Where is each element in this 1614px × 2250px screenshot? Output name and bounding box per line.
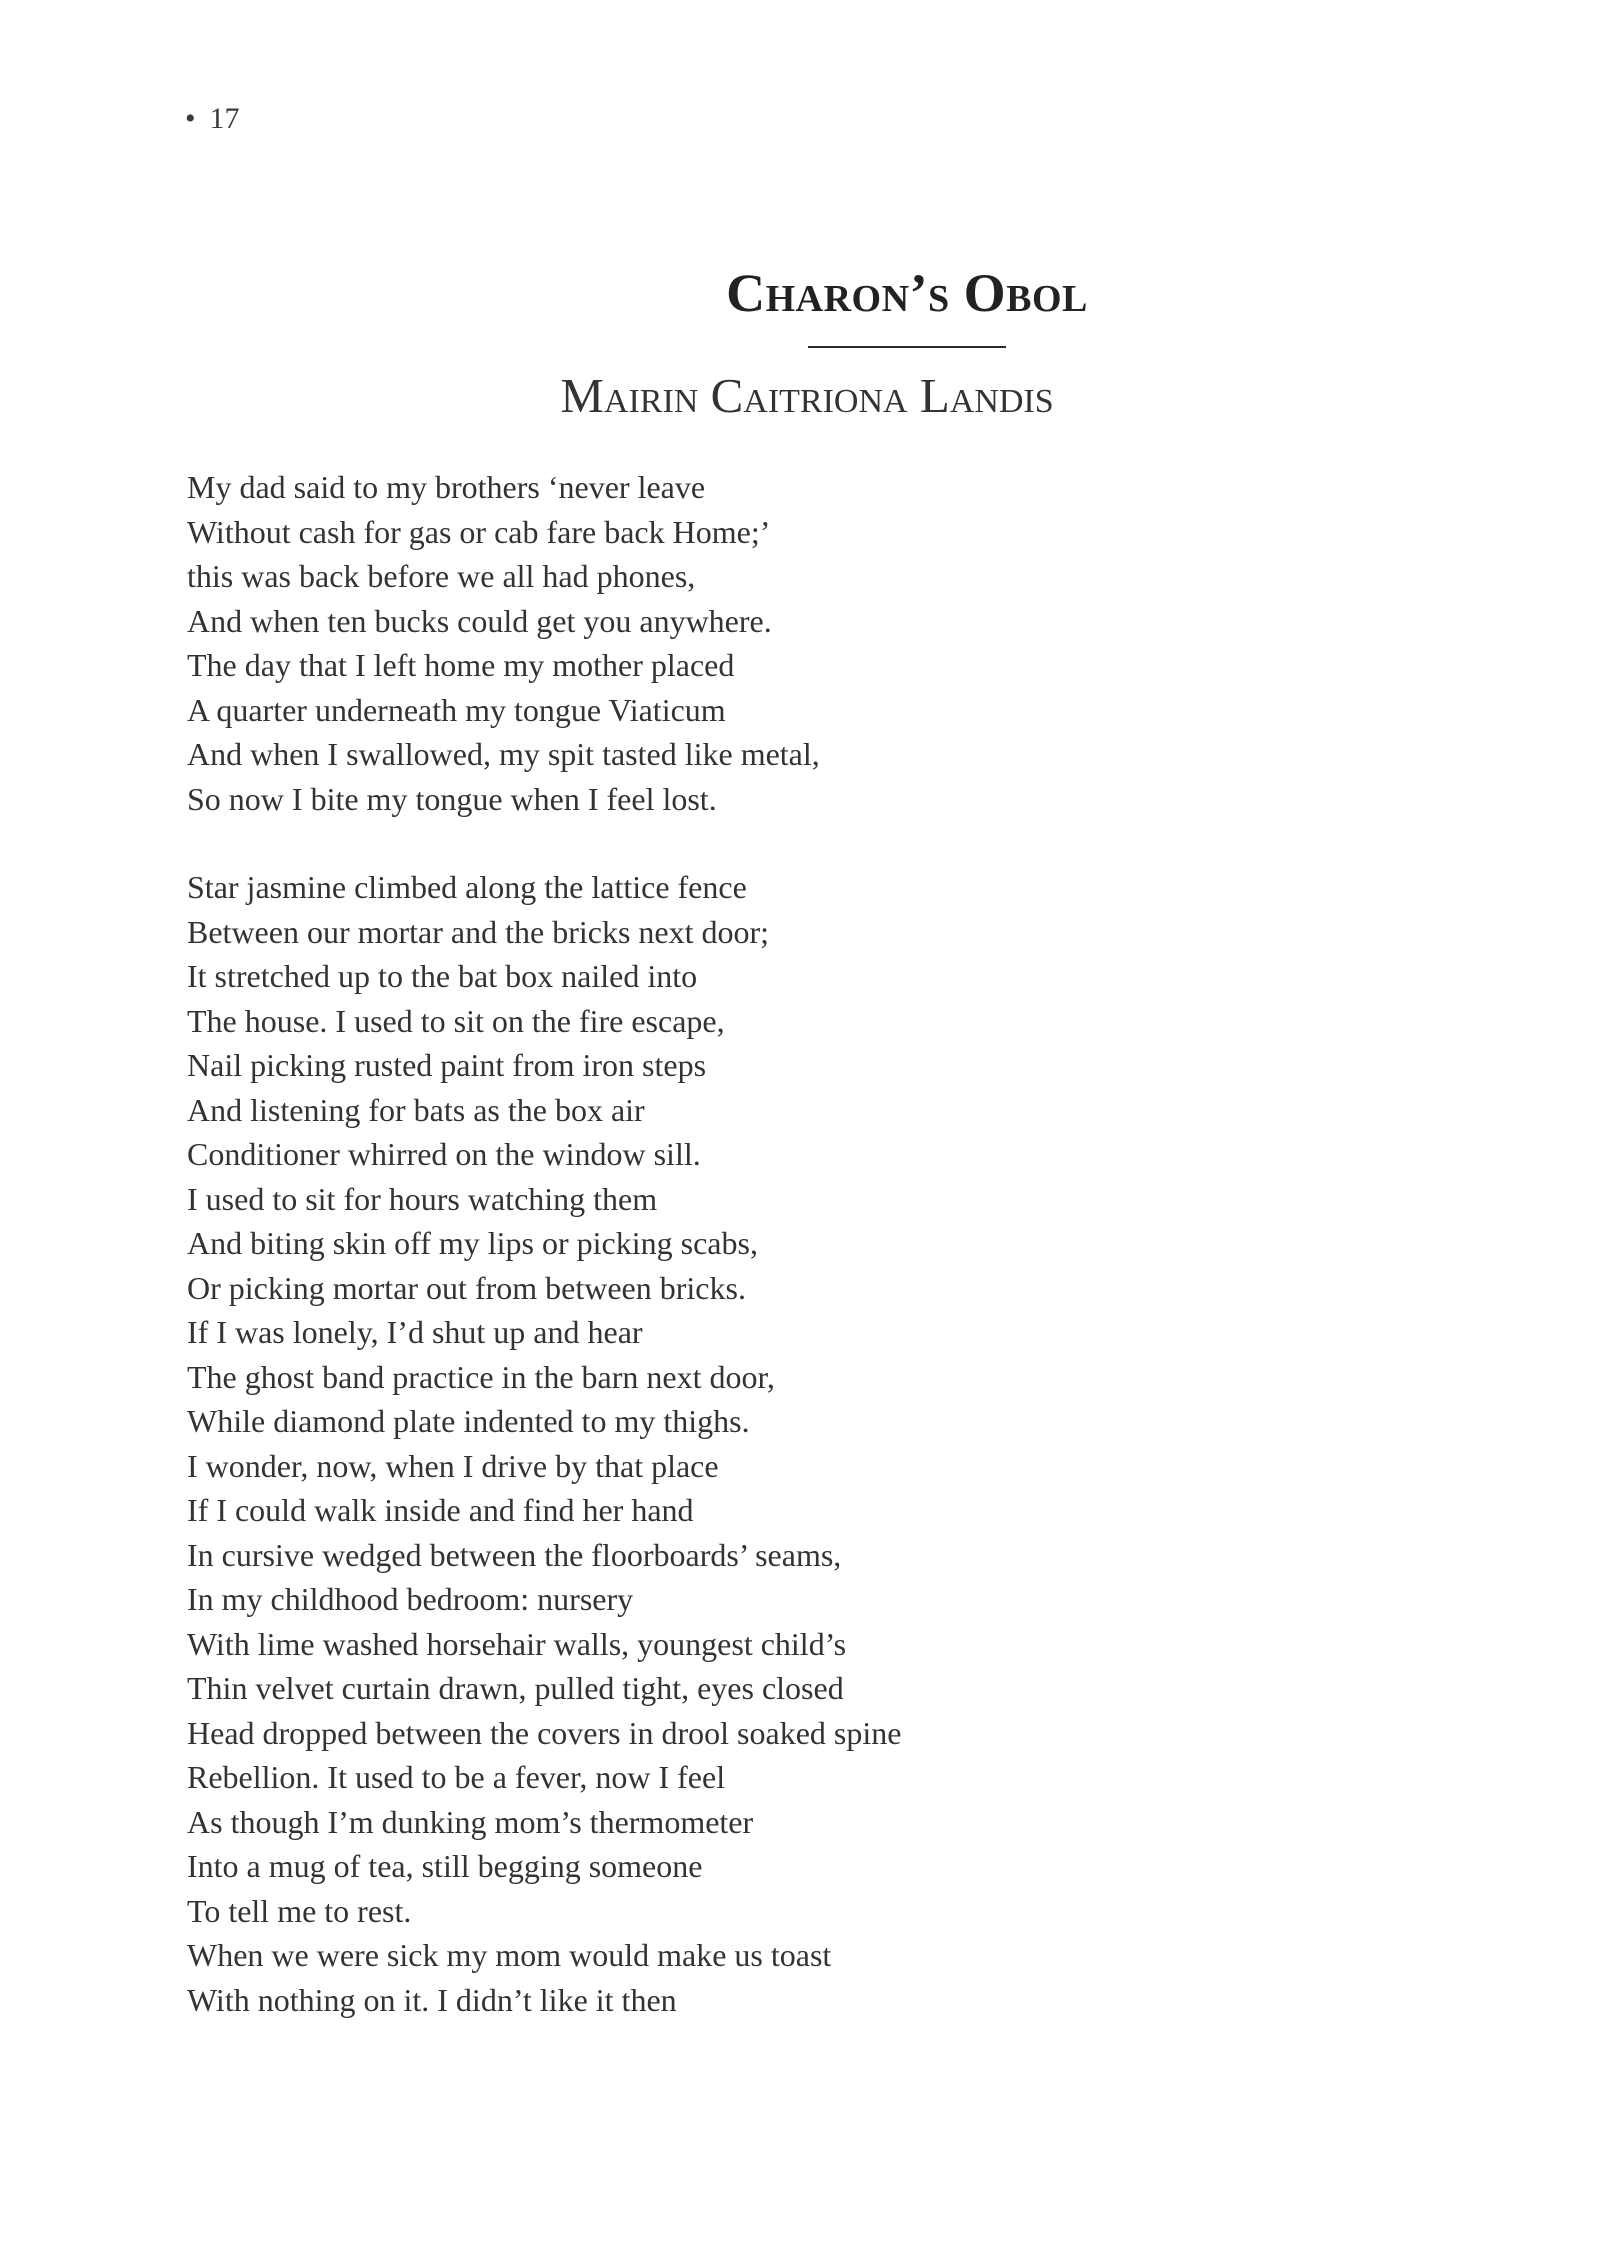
poem-stanza [187, 865, 1487, 2022]
poem-line: I used to sit for hours watching them [187, 1180, 658, 1217]
poem-line: The ghost band practice in the barn next door, [187, 1358, 775, 1395]
page-number [185, 102, 240, 136]
poem-line: With nothing on it. I didn’t like it then [187, 1981, 677, 2018]
poem-line: this was back before we all had phones, [187, 558, 696, 594]
poem-line: While diamond plate indented to my thighs. [187, 1403, 750, 1439]
poem-line: A quarter underneath my tongue Viaticum [187, 691, 726, 728]
poem-stanza [187, 465, 1487, 821]
poem-line: Head dropped between the covers in drool soaked spine [187, 1714, 902, 1751]
poem-line: And when ten bucks could get you anywhere. [187, 602, 772, 639]
poem-line: As though I’m dunking mom’s thermometer [187, 1803, 754, 1840]
poem-line: If I was lonely, I’d shut up and hear [187, 1314, 643, 1350]
poem-line: Conditioner whirred on the window sill. [187, 1136, 701, 1172]
poem-line: And listening for bats as the box air [187, 1091, 645, 1128]
poem-line: In my childhood bedroom: nursery [187, 1581, 634, 1617]
poem-line: The house. I used to sit on the fire escape, [187, 1002, 725, 1039]
page-number-value: 17 [209, 102, 240, 135]
poem-line: And when I swallowed, my spit tasted like metal, [187, 736, 820, 772]
poem-line: In cursive wedged between the floorboards’ seams, [187, 1536, 842, 1573]
title-divider [808, 346, 1006, 348]
page-number-bullet: • [185, 102, 196, 135]
poem-line: To tell me to rest. [187, 1892, 412, 1929]
poem-line: When we were sick my mom would make us toast [187, 1937, 832, 1973]
poem-line: The day that I left home my mother placed [187, 647, 735, 683]
poem-line: Thin velvet curtain drawn, pulled tight, eyes closed [187, 1670, 844, 1706]
poem-line: With lime washed horsehair walls, youngest child’s [187, 1625, 847, 1662]
poem-author: Mairin Caitriona Landis [560, 368, 1054, 423]
poem-line: If I could walk inside and find her hand [187, 1492, 694, 1528]
poem-line: Into a mug of tea, still begging someone [187, 1848, 703, 1884]
poem-line: And biting skin off my lips or picking scabs, [187, 1225, 758, 1261]
poem-line: My dad said to my brothers ‘never leave [187, 469, 706, 505]
poem-line: I wonder, now, when I drive by that place [187, 1447, 719, 1484]
poem-line: So now I bite my tongue when I feel lost. [187, 780, 717, 817]
poem-line: Or picking mortar out from between bricks. [187, 1269, 746, 1306]
poem-title: Charon’s Obol [726, 263, 1088, 323]
poem-line: Rebellion. It used to be a fever, now I feel [187, 1759, 726, 1795]
poem-line: Star jasmine climbed along the lattice fence [187, 869, 747, 905]
poem-body [187, 465, 1487, 2022]
poem-line: Without cash for gas or cab fare back Home;’ [187, 513, 771, 550]
title-block [0, 262, 1614, 426]
poem-line: Nail picking rusted paint from iron steps [187, 1047, 707, 1083]
poem-line: It stretched up to the bat box nailed into [187, 958, 698, 994]
poem-line: Between our mortar and the bricks next door; [187, 913, 770, 950]
